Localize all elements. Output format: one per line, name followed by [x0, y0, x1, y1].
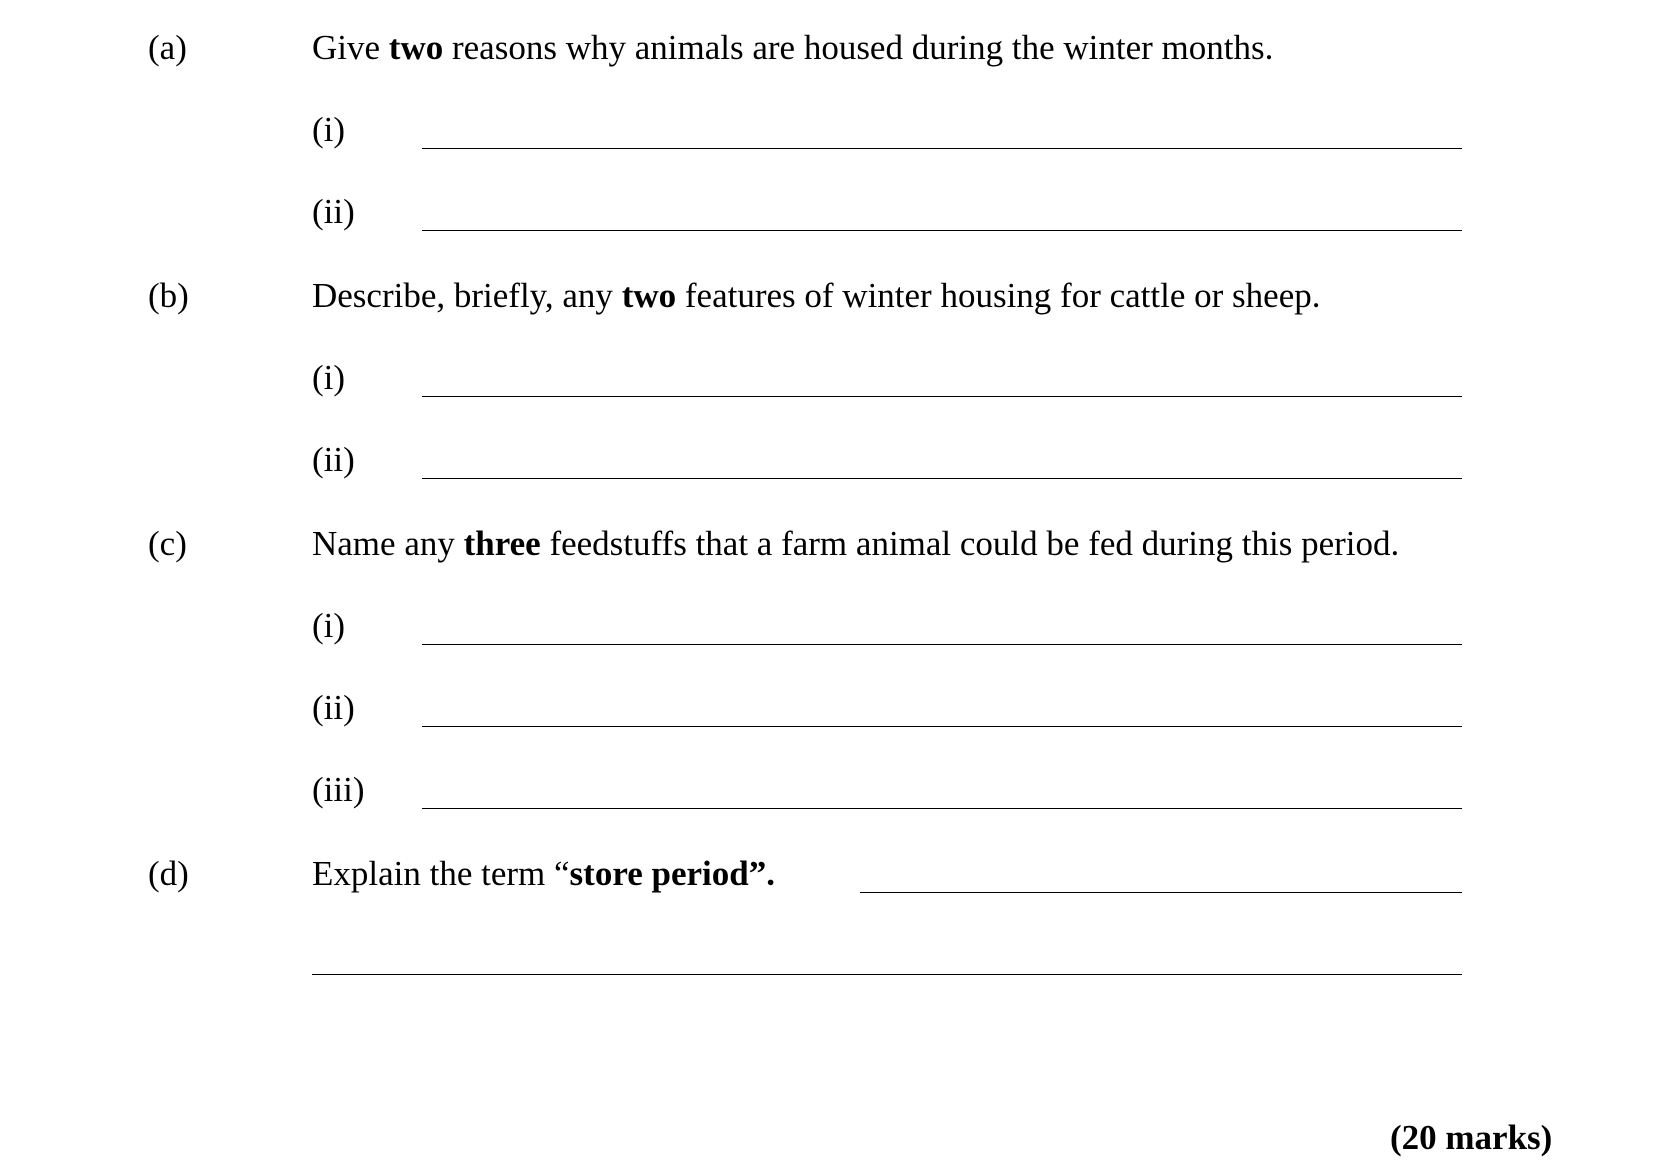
question-a-text	[312, 28, 1273, 68]
question-a-text-part: Give	[312, 28, 389, 67]
question-b-label: (b)	[148, 276, 189, 315]
question-d-label: (d)	[148, 854, 189, 893]
question-a-part-ii-answer-line[interactable]	[422, 230, 1462, 231]
question-c-text	[312, 524, 1399, 564]
question-a-emphasis: two	[388, 28, 444, 67]
question-b-part-ii-label: (ii)	[312, 440, 355, 479]
question-a-part-i-label: (i)	[312, 110, 346, 149]
question-c-part-ii-answer-line[interactable]	[422, 726, 1462, 727]
question-a-part-ii-label: (ii)	[312, 192, 355, 231]
question-c-part-iii-answer-line[interactable]	[422, 808, 1462, 809]
question-c-part-ii-label: (ii)	[312, 688, 355, 727]
question-d-answer-line-2[interactable]	[312, 974, 1462, 975]
question-c-text-part: feedstuffs that a farm animal could be fed during this period.	[540, 524, 1400, 563]
question-c-emphasis: three	[463, 524, 541, 563]
question-a-part-i-answer-line[interactable]	[422, 148, 1462, 149]
question-b-text-part: features of winter housing for cattle or sheep.	[676, 276, 1321, 315]
question-c-part-iii-label: (iii)	[312, 770, 365, 809]
question-d-text	[312, 854, 775, 894]
question-d-text-part: Explain the term “	[312, 854, 570, 893]
question-a-label: (a)	[148, 28, 187, 67]
total-marks: (20 marks)	[1390, 1118, 1553, 1157]
question-c-text-part: Name any	[312, 524, 464, 563]
question-d-emphasis: store period”.	[569, 854, 775, 893]
question-b-emphasis: two	[621, 276, 677, 315]
question-a-text-part: reasons why animals are housed during the winter months.	[443, 28, 1274, 67]
question-b-text-part: Describe, briefly, any	[312, 276, 622, 315]
question-c-part-i-answer-line[interactable]	[422, 644, 1462, 645]
question-d-answer-line-1[interactable]	[860, 892, 1462, 893]
question-c-part-i-label: (i)	[312, 606, 346, 645]
question-b-part-i-label: (i)	[312, 358, 346, 397]
question-c-label: (c)	[148, 524, 187, 563]
question-b-part-ii-answer-line[interactable]	[422, 478, 1462, 479]
question-b-text	[312, 276, 1320, 316]
question-b-part-i-answer-line[interactable]	[422, 396, 1462, 397]
